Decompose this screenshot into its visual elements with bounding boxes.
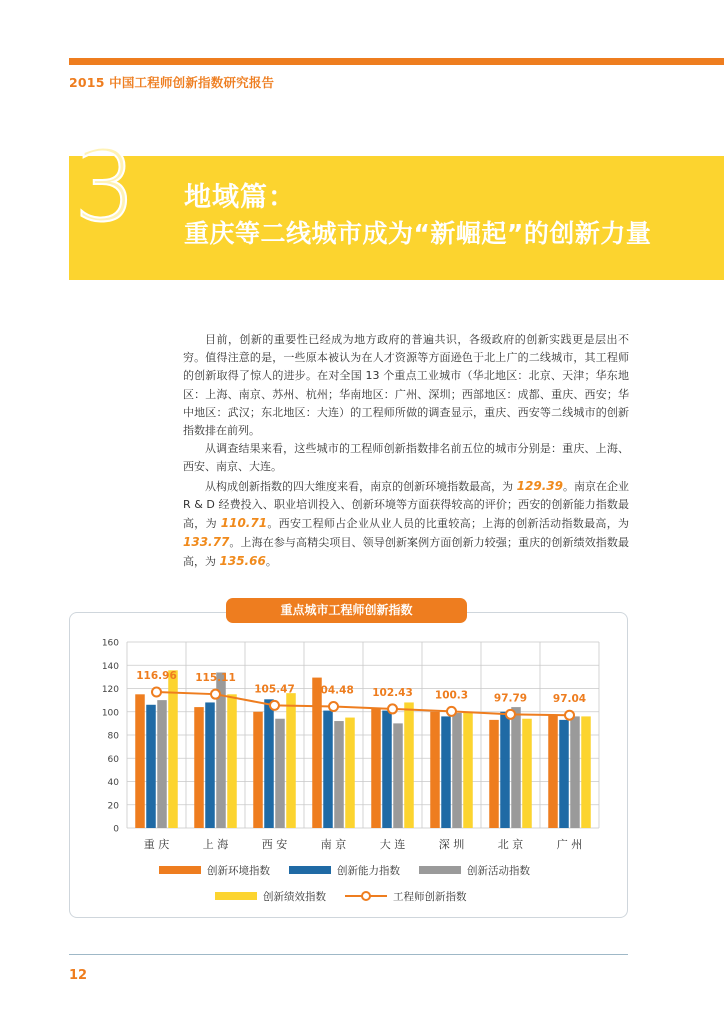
data-label: 115.11 (195, 672, 236, 685)
highlight-value-nanjing-env: 129.39 (516, 478, 563, 493)
y-tick-label: 120 (101, 685, 119, 695)
paragraph-3 (183, 477, 629, 572)
highlight-value-xian-ability: 110.71 (220, 516, 268, 531)
bar (157, 700, 167, 828)
bar (323, 711, 333, 828)
bar (371, 708, 381, 828)
index-point (270, 701, 279, 710)
bar (334, 721, 344, 828)
data-label: 97.79 (493, 692, 528, 705)
y-tick-label: 20 (107, 801, 119, 812)
index-point (211, 690, 220, 699)
bar (511, 707, 521, 828)
bar (489, 720, 499, 828)
legend-label: 创新能力指数 (337, 865, 400, 877)
x-tick-label: 大 连 (379, 838, 406, 851)
bar (441, 716, 451, 828)
x-tick-label: 广 州 (556, 838, 583, 851)
index-point (329, 702, 338, 711)
data-label: 105.47 (254, 683, 295, 696)
bar (205, 702, 215, 828)
y-tick-label: 0 (113, 824, 119, 835)
y-tick-label: 80 (107, 731, 119, 742)
body-text (183, 331, 629, 572)
chapter-number: 3 (74, 130, 137, 244)
bar (312, 678, 322, 828)
bar (581, 716, 591, 828)
data-label: 104.48 (313, 684, 354, 697)
legend-label: 创新绩效指数 (263, 891, 326, 903)
data-label: 100.3 (434, 689, 469, 702)
bar (227, 694, 237, 828)
legend-swatch (289, 866, 331, 874)
x-tick-label: 西 安 (261, 838, 288, 851)
legend-label: 工程师创新指数 (393, 891, 467, 903)
bar (253, 712, 263, 828)
chapter-heading: 地域篇： (184, 182, 296, 213)
data-label: 116.96 (136, 670, 177, 683)
bar (168, 670, 178, 828)
highlight-value-chongqing-performance: 135.66 (219, 554, 266, 569)
bar (275, 719, 285, 828)
legend-label: 创新环境指数 (207, 865, 270, 877)
legend-swatch (159, 866, 201, 874)
innovation-index-chart (69, 612, 628, 918)
y-tick-label: 60 (107, 754, 119, 765)
p3-text-a: 从构成创新指数的四大维度来看，南京的创新环境指数最高，为 (205, 479, 517, 493)
bar (452, 713, 462, 828)
x-tick-label: 北 京 (497, 838, 524, 851)
data-label: 97.04 (552, 693, 587, 706)
bar (463, 712, 473, 828)
bar (548, 715, 558, 828)
header-accent-bar (69, 58, 724, 65)
legend-swatch (419, 866, 461, 874)
bar (135, 694, 145, 828)
chart-title: 重点城市工程师创新指数 (226, 598, 467, 623)
legend-label: 创新活动指数 (467, 865, 530, 877)
bar (286, 693, 296, 828)
footer-divider (69, 954, 628, 955)
chapter-subheading: 重庆等二线城市成为“新崛起”的创新力量 (184, 219, 652, 248)
y-tick-label: 140 (101, 661, 119, 672)
x-tick-label: 重 庆 (143, 838, 170, 851)
x-tick-label: 深 圳 (438, 838, 465, 851)
x-tick-label: 南 京 (320, 838, 347, 851)
bar (559, 720, 569, 828)
y-tick-label: 40 (107, 778, 119, 788)
page-number: 12 (69, 968, 88, 983)
bar (404, 702, 414, 828)
p3-text-d: 。上海在参与高精尖项目、领导创新案例方面创新力较强；重庆的创新绩效指数最高，为 (183, 536, 629, 569)
bar (382, 711, 392, 828)
bar (146, 705, 156, 828)
bar (570, 716, 580, 828)
p3-text-c: 。西安工程师占企业从业人员的比重较高；上海的创新活动指数最高，为 (267, 517, 630, 531)
paragraph-1: 目前，创新的重要性已经成为地方政府的普遍共识，各级政府的创新实践更是层出不穷。值得注意的是，一些原本被认为在人才资源等方面逊色于北上广的二线城市，其工程师的创新取得了惊人的进步。在对全国 13 个重点工业城市（华北地区：北京、天津；华东地区：上海、南京、苏州、杭州；华南地区：广州、深圳；西部地区：成都、重庆、西安；华中地区：武汉；东北地区：大连）的工程师所做的调查显示，重庆、西安等二线城市的创新指数排在前列。 (183, 333, 629, 438)
index-point (565, 711, 574, 720)
paragraph-2: 从调查结果来看，这些城市的工程师创新指数排名前五位的城市分别是：重庆、上海、西安、南京、大连。 (183, 442, 629, 474)
bar (522, 719, 532, 828)
report-title: 2015 中国工程师创新指数研究报告 (69, 75, 275, 90)
legend-swatch (215, 892, 257, 900)
y-tick-label: 160 (101, 638, 119, 649)
data-label: 102.43 (372, 686, 413, 699)
x-tick-label: 上 海 (202, 838, 229, 851)
highlight-value-shanghai-activity: 133.77 (183, 535, 230, 550)
p3-text-b: 。南京在企业 R & D 经费投入、职业培训投入、创新环境等方面获得较高的评价；西安的创新能力指数最高，为 (183, 479, 630, 531)
bar (430, 712, 440, 828)
index-point (388, 704, 397, 713)
index-point (152, 688, 161, 697)
y-tick-label: 100 (101, 708, 119, 719)
index-point (506, 710, 515, 719)
p3-text-e: 。 (265, 555, 277, 569)
bar (500, 712, 510, 828)
index-point (447, 707, 456, 716)
bar (264, 699, 274, 828)
legend-marker (362, 892, 370, 900)
bar (194, 707, 204, 828)
bar (393, 723, 403, 828)
bar (345, 718, 355, 828)
